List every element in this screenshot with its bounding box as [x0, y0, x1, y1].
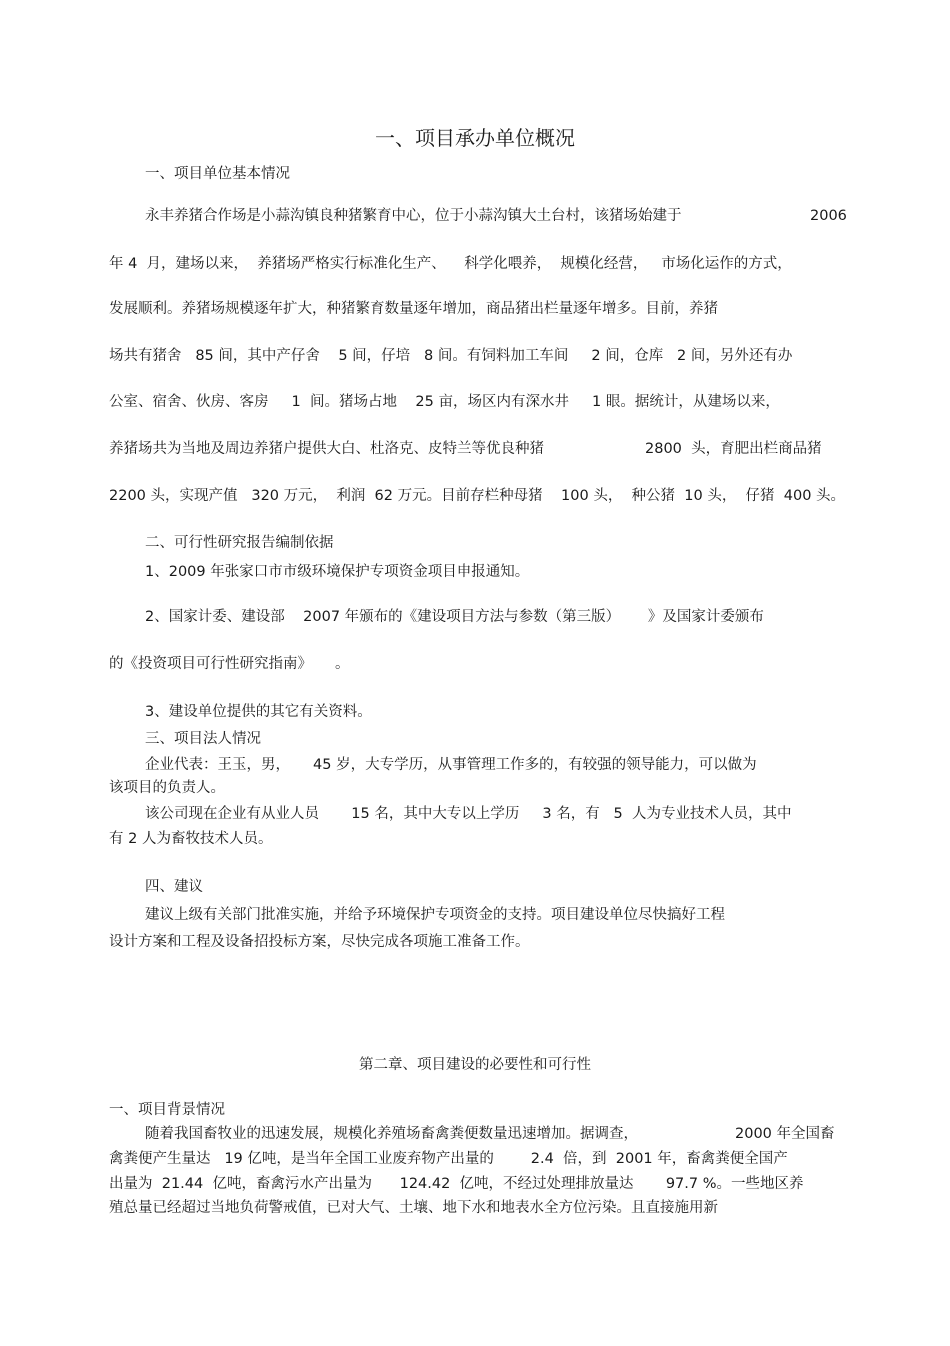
paragraph-line: 场共有猪舍 85 间，其中产仔舍 5 间，仔培 8 间。有饲料加工车间 2 间，仓库 2 间，另外还有办: [109, 348, 793, 364]
paragraph-line: 有 2 人为畜牧技术人员。: [109, 831, 273, 847]
paragraph-line: 2000 年全国畜: [735, 1126, 835, 1142]
paragraph-line: 年 4 月，建场以来， 养猪场严格实行标准化生产、 科学化喂养， 规模化经营， 市场化运作的方式，: [109, 256, 792, 272]
paragraph-line: 2800 头，育肥出栏商品猪: [645, 441, 822, 457]
page-title: 一、项目承办单位概况: [375, 126, 575, 150]
paragraph-line: 建议上级有关部门批准实施，并给予环境保护专项资金的支持。项目建设单位尽快搞好工程: [145, 907, 725, 923]
section-heading: 二、可行性研究报告编制依据: [145, 535, 334, 551]
list-item: 的《投资项目可行性研究指南》 。: [109, 656, 350, 672]
list-item: 1、2009 年张家口市市级环境保护专项资金项目申报通知。: [145, 564, 530, 580]
paragraph-line: 禽粪便产生量达 19 亿吨，是当年全国工业废弃物产出量的 2.4 倍，到 2001 年，畜禽粪便全国产: [109, 1151, 788, 1167]
paragraph-line: 设计方案和工程及设备招投标方案，尽快完成各项施工准备工作。: [109, 934, 530, 950]
paragraph-line: 养猪场共为当地及周边养猪户提供大白、杜洛克、皮特兰等优良种猪: [109, 441, 544, 457]
paragraph-line: 永丰养猪合作场是小蒜沟镇良种猪繁育中心，位于小蒜沟镇大土台村，该猪场始建于: [145, 208, 682, 224]
paragraph-line: 公室、宿舍、伙房、客房 1 间。猪场占地 25 亩，场区内有深水井 1 眼。据统计，从建场以来，: [109, 394, 780, 410]
paragraph-line: 随着我国畜牧业的迅速发展，规模化养殖场畜禽粪便数量迅速增加。据调查，: [145, 1126, 638, 1142]
paragraph-line: 2006: [810, 208, 847, 224]
list-item: 2、国家计委、建设部 2007 年颁布的《建设项目方法与参数（第三版） 》及国家计委颁布: [145, 609, 764, 625]
paragraph-line: 殖总量已经超过当地负荷警戒值，已对大气、土壤、地下水和地表水全方位污染。且直接施用新: [109, 1200, 718, 1216]
paragraph-line: 该项目的负责人。: [109, 780, 225, 796]
paragraph-line: 发展顺利。养猪场规模逐年扩大，种猪繁育数量逐年增加，商品猪出栏量逐年增多。目前，养猪: [109, 301, 718, 317]
list-item: 3、建设单位提供的其它有关资料。: [145, 704, 372, 720]
paragraph-line: 出量为 21.44 亿吨，畜禽污水产出量为 124.42 亿吨，不经过处理排放量达 97.7 %。一些地区养: [109, 1176, 804, 1192]
section-heading: 一、项目背景情况: [109, 1102, 225, 1118]
paragraph-line: 企业代表：王玉，男， 45 岁，大专学历，从事管理工作多的，有较强的领导能力，可以做为: [145, 757, 757, 773]
paragraph-line: 该公司现在企业有从业人员 15 名，其中大专以上学历 3 名，有 5 人为专业技术人员，其中: [145, 806, 792, 822]
section-heading: 三、项目法人情况: [145, 731, 261, 747]
section-heading: 四、建议: [145, 879, 203, 895]
paragraph-line: 2200 头，实现产值 320 万元， 利润 62 万元。目前存栏种母猪 100 头， 种公猪 10 头， 仔猪 400 头。: [109, 488, 846, 504]
section-heading: 一、项目单位基本情况: [145, 166, 290, 182]
chapter-title: 第二章、项目建设的必要性和可行性: [359, 1057, 591, 1073]
